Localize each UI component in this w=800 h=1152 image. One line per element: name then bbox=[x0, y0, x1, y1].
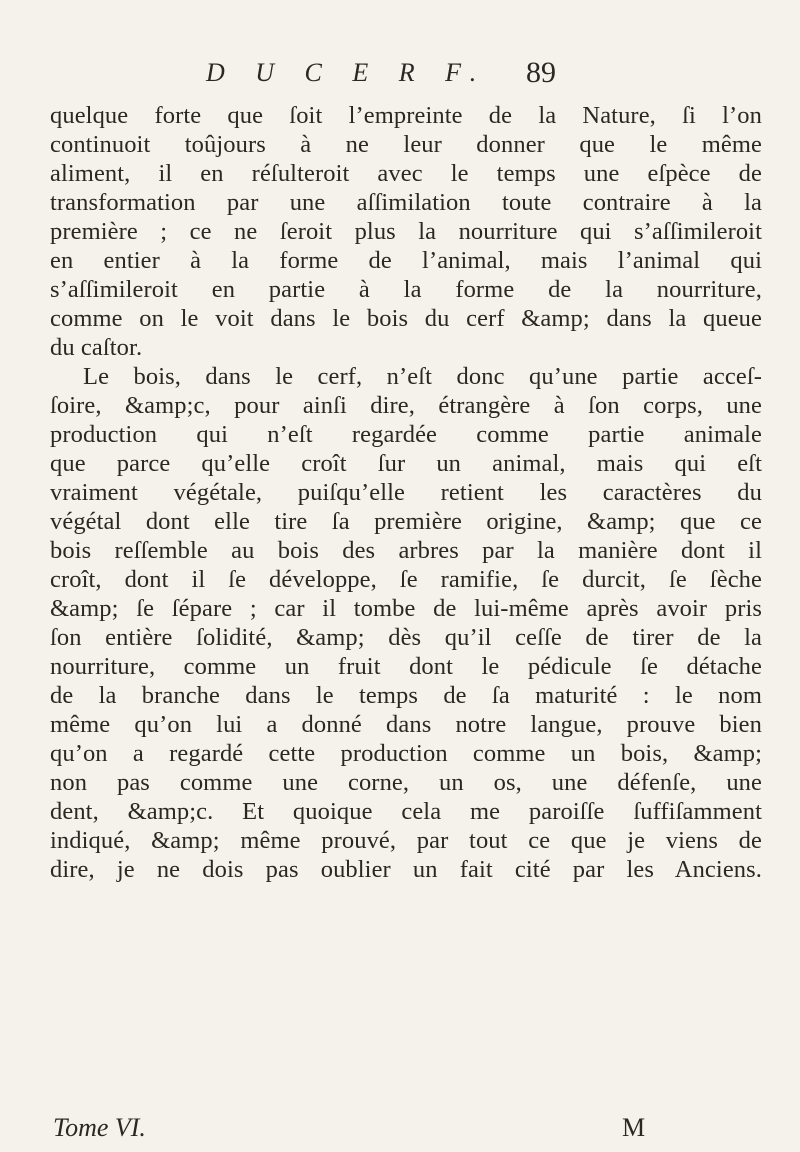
text-line: ſoire, &amp;c, pour ainſi dire, étrangère à ſon corps, une bbox=[50, 392, 762, 419]
signature-mark: M bbox=[622, 1113, 646, 1142]
text-line: vraiment végétale, puiſqu’elle retient les caractères du bbox=[50, 479, 762, 506]
running-head: D U C E R F. bbox=[206, 58, 489, 87]
text-line: &amp; ſe ſépare ; car il tombe de lui-même après avoir pris bbox=[50, 595, 762, 622]
text-line: qu’on a regardé cette production comme un bois, &amp; bbox=[50, 740, 762, 767]
text-line: croît, dont il ſe développe, ſe ramifie, ſe durcit, ſe ſèche bbox=[50, 566, 762, 593]
text-line: Le bois, dans le cerf, n’eſt donc qu’une partie acceſ- bbox=[83, 363, 762, 390]
text-line: production qui n’eſt regardée comme partie animale bbox=[50, 421, 762, 448]
text-line: de la branche dans le temps de ſa maturité : le nom bbox=[50, 682, 762, 709]
page-footer bbox=[0, 1113, 800, 1147]
page-header bbox=[0, 54, 800, 94]
body-text bbox=[50, 101, 762, 884]
text-line: végétal dont elle tire ſa première origine, &amp; que ce bbox=[50, 508, 762, 535]
text-line: dire, je ne dois pas oublier un fait cité par les Anciens. bbox=[50, 856, 762, 883]
text-line: nourriture, comme un fruit dont le pédicule ſe détache bbox=[50, 653, 762, 680]
paragraph-1 bbox=[50, 101, 762, 362]
text-line: du caſtor. bbox=[50, 334, 143, 361]
text-line: indiqué, &amp; même prouvé, par tout ce que je viens de bbox=[50, 827, 762, 854]
text-line: que parce qu’elle croît ſur un animal, mais qui eſt bbox=[50, 450, 762, 477]
text-line: même qu’on lui a donné dans notre langue, prouve bien bbox=[50, 711, 762, 738]
text-line: continuoit toûjours à ne leur donner que le même bbox=[50, 131, 762, 158]
paragraph-2 bbox=[50, 362, 762, 884]
text-line: aliment, il en réſulteroit avec le temps une eſpèce de bbox=[50, 160, 762, 187]
text-line: non pas comme une corne, un os, une défenſe, une bbox=[50, 769, 762, 796]
text-line: ſon entière ſolidité, &amp; dès qu’il ceſſe de tirer de la bbox=[50, 624, 762, 651]
text-line: première ; ce ne ſeroit plus la nourriture qui s’aſſimileroit bbox=[50, 218, 762, 245]
text-line: s’aſſimileroit en partie à la forme de la nourriture, bbox=[50, 276, 762, 303]
text-line: bois reſſemble au bois des arbres par la manière dont il bbox=[50, 537, 762, 564]
page-number: 89 bbox=[526, 56, 556, 89]
text-line: transformation par une aſſimilation toute contraire à la bbox=[50, 189, 762, 216]
text-line: dent, &amp;c. Et quoique cela me paroiſſe ſuffiſamment bbox=[50, 798, 762, 825]
volume-mark: Tome VI. bbox=[53, 1113, 146, 1142]
text-line: quelque forte que ſoit l’empreinte de la Nature, ſi l’on bbox=[50, 102, 762, 129]
text-line: en entier à la forme de l’animal, mais l’animal qui bbox=[50, 247, 762, 274]
text-line: comme on le voit dans le bois du cerf &amp; dans la queue bbox=[50, 305, 762, 332]
